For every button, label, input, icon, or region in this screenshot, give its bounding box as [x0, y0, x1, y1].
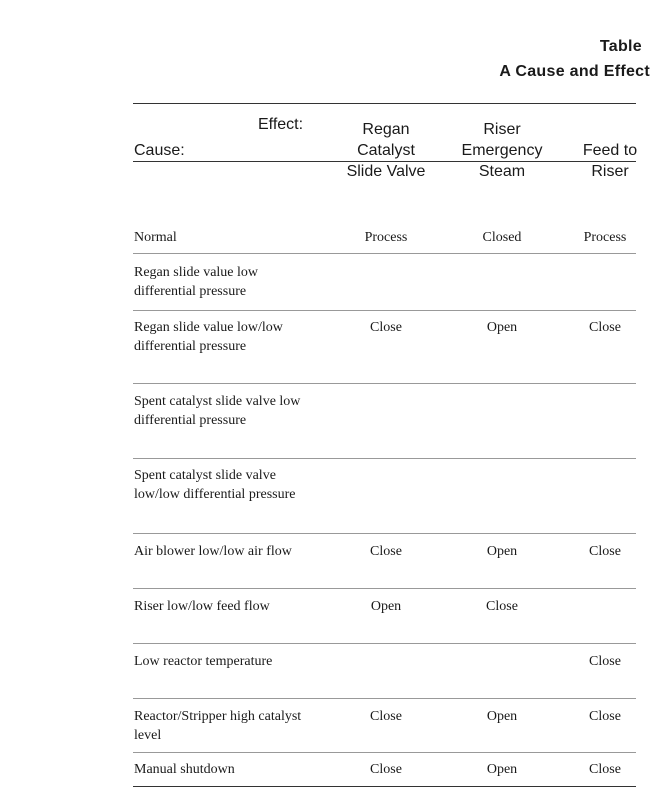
table-cell-regan: Close — [370, 709, 402, 724]
row-rule — [133, 643, 636, 644]
effect-label: Effect: — [258, 116, 304, 133]
table-row-cause: Regan slide value low differential pressure — [134, 265, 259, 299]
table-cell-riser-steam: Open — [486, 709, 518, 724]
row-rule — [133, 310, 636, 311]
table-cell-regan: Process — [364, 230, 408, 245]
table-title: A Cause and Effect — [499, 63, 650, 80]
table-row-cause: Low reactor temperature — [134, 654, 273, 669]
table-cell-riser-steam: Close — [486, 599, 518, 614]
header-rule — [133, 161, 636, 162]
table-row-cause: Reactor/Stripper high catalyst level — [134, 709, 302, 743]
table-row-cause: Normal — [134, 230, 177, 245]
table-number: Table — [599, 38, 642, 55]
row-rule — [133, 458, 636, 459]
table-cell-feed: Close — [589, 654, 621, 669]
table-cell-feed: Close — [589, 544, 621, 559]
table-cell-riser-steam: Open — [486, 762, 518, 777]
row-rule — [133, 752, 636, 753]
table-row-cause: Spent catalyst slide valve low/low differential pressure — [134, 468, 296, 502]
row-rule — [133, 533, 636, 534]
row-rule — [133, 253, 636, 254]
table-cell-feed: Close — [589, 709, 621, 724]
row-rule — [133, 698, 636, 699]
table-cell-regan: Close — [370, 762, 402, 777]
table-row-cause: Air blower low/low air flow — [134, 544, 292, 559]
table-cell-feed: Close — [589, 320, 621, 335]
table-cell-riser-steam: Closed — [482, 230, 522, 245]
table-bottom-rule — [133, 786, 636, 787]
row-rule — [133, 383, 636, 384]
cause-label: Cause: — [134, 142, 185, 159]
table-row-cause: Manual shutdown — [134, 762, 235, 777]
table-row-cause: Regan slide value low/low differential pressure — [134, 320, 283, 354]
table-cell-feed: Close — [589, 762, 621, 777]
table-row-cause: Spent catalyst slide valve low differential pressure — [134, 394, 301, 428]
column-header-feed-to-riser: Feed to Riser — [582, 142, 638, 180]
row-rule — [133, 588, 636, 589]
table-cell-regan: Close — [370, 544, 402, 559]
table-cell-riser-steam: Open — [486, 544, 518, 559]
column-header-regan-catalyst-slide-valve: Regan Catalyst Slide Valve — [346, 121, 426, 180]
table-cell-regan: Open — [370, 599, 402, 614]
column-header-riser-emergency-steam: Riser Emergency Steam — [461, 121, 543, 180]
table-cell-feed: Process — [583, 230, 627, 245]
table-cell-riser-steam: Open — [486, 320, 518, 335]
table-row-cause: Riser low/low feed flow — [134, 599, 270, 614]
table-cell-regan: Close — [370, 320, 402, 335]
table-top-rule — [133, 103, 636, 104]
